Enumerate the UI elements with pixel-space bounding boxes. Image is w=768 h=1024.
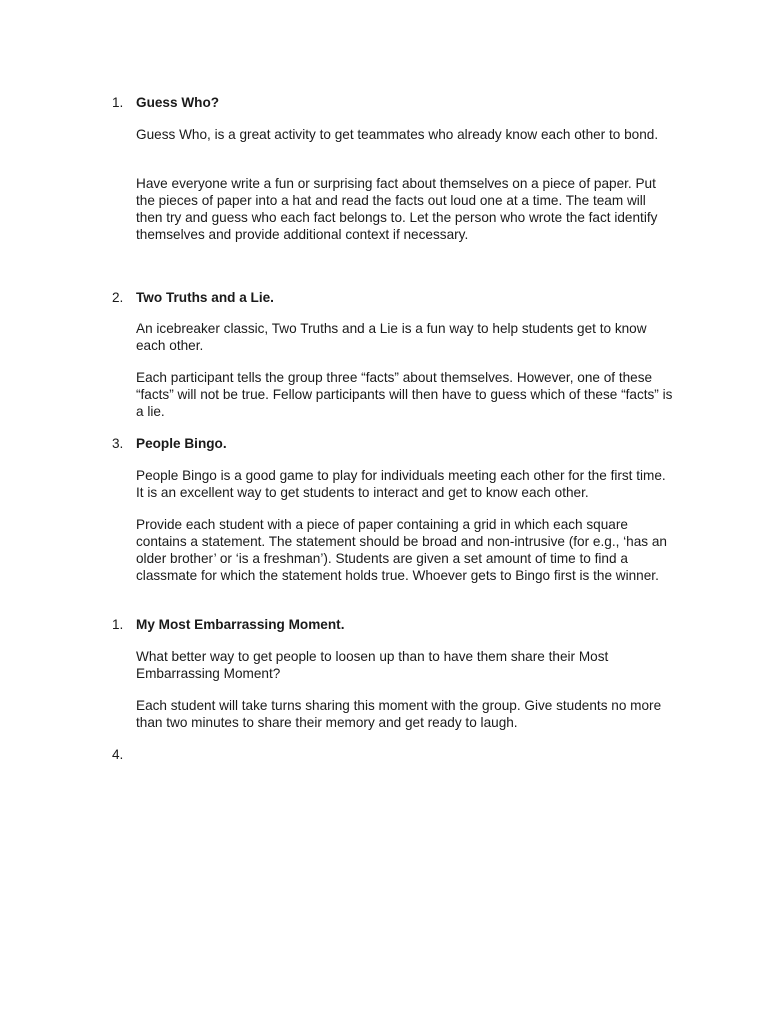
paragraph: People Bingo is a good game to play for individuals meeting each other for the first time. It is an excellent way to get students to interact and get to know each other. xyxy=(136,468,666,500)
item-heading: Guess Who? xyxy=(136,95,220,110)
paragraph: Have everyone write a fun or surprising fact about themselves on a piece of paper. Put the pieces of paper into a hat and read the facts out loud one at a time. The team will then try and guess who each fact belongs to. Let the person who wrote the fact identify themselves and provide additional context if necessary. xyxy=(136,176,658,242)
paragraph: Guess Who, is a great activity to get teammates who already know each other to bond. xyxy=(136,127,659,142)
paragraph: Provide each student with a piece of paper containing a grid in which each square contains a statement. The statement should be broad and non-intrusive (for e.g., ‘has an older brother’ or ‘is a freshman’). Students are given a set amount of time to find a classmate for which the statement holds true. Whoever gets to Bingo first is the winner. xyxy=(136,517,667,583)
list-number: 3. xyxy=(112,436,124,451)
paragraph: Each participant tells the group three “facts” about themselves. However, one of these “facts” will not be true. Fellow participants will then have to guess which of these “facts” is a lie. xyxy=(136,370,673,419)
item-heading: My Most Embarrassing Moment. xyxy=(136,617,345,632)
list-number: 4. xyxy=(112,747,124,762)
item-heading: People Bingo. xyxy=(136,436,227,451)
list-number: 2. xyxy=(112,290,124,305)
paragraph: What better way to get people to loosen up than to have them share their Most Embarrassing Moment? xyxy=(136,649,609,681)
paragraph: Each student will take turns sharing this moment with the group. Give students no more than two minutes to share their memory and get ready to laugh. xyxy=(136,698,662,730)
list-number: 1. xyxy=(112,95,124,110)
paragraph: An icebreaker classic, Two Truths and a Lie is a fun way to help students get to know each other. xyxy=(136,321,647,353)
item-heading: Two Truths and a Lie. xyxy=(136,290,274,305)
list-number: 1. xyxy=(112,617,124,632)
